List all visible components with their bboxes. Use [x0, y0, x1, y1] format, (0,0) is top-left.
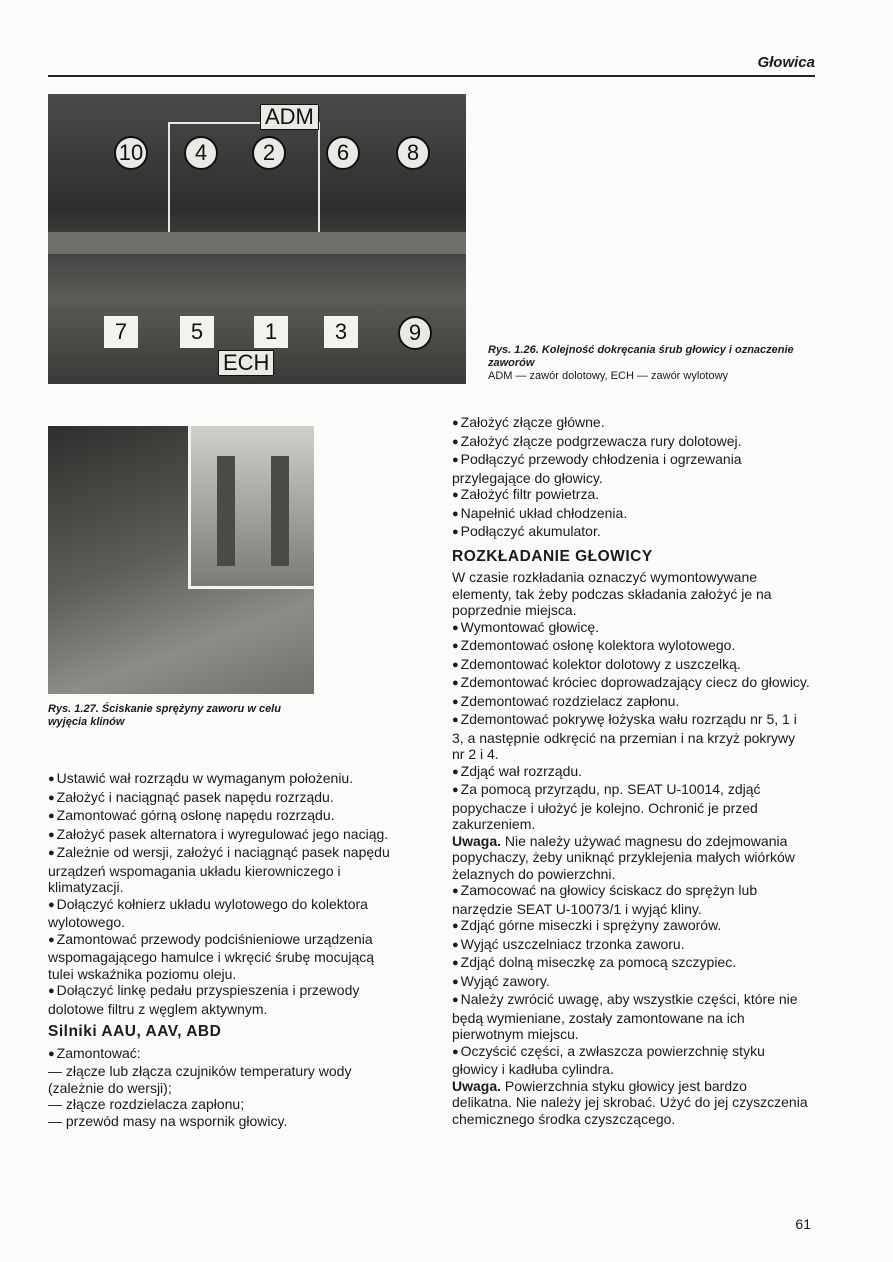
list-item: ● Wyjąć uszczelniacz trzonka zaworu.: [452, 936, 810, 955]
list-item: ● Zdemontować króciec doprowadzający ciecz do głowicy.: [452, 674, 810, 693]
figure1-caption-legend: ADM — zawór dolotowy, ECH — zawór wylotowy: [488, 370, 729, 382]
list-item: ● Zdjąć wał rozrządu.: [452, 763, 810, 782]
note-text: Nie należy używać magnesu do zdejmowania popychaczy, żeby uniknąć przyklejenia małych wiórków żelaznych do powierzchni.: [452, 832, 795, 882]
figure1-caption-title: Kolejność dokręcania śrub głowicy i oznaczenie zaworów: [488, 344, 794, 369]
header-rule: [48, 75, 815, 77]
list-item: ● Zdjąć dolną miseczkę za pomocą szczypiec.: [452, 954, 810, 973]
list-item: ● Założyć pasek alternatora i wyregulować jego naciąg.: [48, 826, 400, 845]
note-paragraph: [452, 833, 810, 883]
bolt-number: 4: [184, 136, 218, 170]
list-item: ● Założyć złącze główne.: [452, 414, 810, 433]
list-item: — złącze rozdzielacza zapłonu;: [48, 1096, 245, 1112]
bolt-number: 6: [326, 136, 360, 170]
bolt-number: 5: [180, 316, 214, 348]
list-item: ● Założyć filtr powietrza.: [452, 486, 810, 505]
figure2-caption-title: Ściskanie sprężyny zaworu w celu wyjęcia klinów: [48, 703, 281, 728]
bolt-number: 8: [396, 136, 430, 170]
note-label: Uwaga.: [452, 832, 502, 849]
left-text-column: [48, 770, 400, 1129]
list-item: ● Napełnić układ chłodzenia.: [452, 505, 810, 524]
list-item: ● Założyć i naciągnąć pasek napędu rozrządu.: [48, 789, 400, 808]
list-item: ● Zamontować:: [48, 1045, 400, 1064]
engines-heading: Silniki AAU, AAV, ABD: [48, 1023, 222, 1040]
note-paragraph: [452, 1078, 810, 1128]
list-item: ● Należy zwrócić uwagę, aby wszystkie części, które nie będą wymieniane, zostały zamontowane na ich pierwotnym miejscu.: [452, 991, 810, 1043]
disassembly-intro: W czasie rozkładania oznaczyć wymontowywane elementy, tak żeby podczas składania założyć je na poprzednie miejsca.: [452, 569, 772, 618]
list-item: ● Zdemontować pokrywę łożyska wału rozrządu nr 5, 1 i 3, a następnie odkręcić na przemian i na krzyż pokrywy nr 2 i 4.: [452, 711, 810, 763]
list-item: ● Zamontować górną osłonę napędu rozrządu.: [48, 807, 400, 826]
list-item: — złącze lub złącza czujników temperatury wody (zależnie do wersji);: [48, 1063, 352, 1096]
list-item: ● Zdemontować rozdzielacz zapłonu.: [452, 693, 810, 712]
valve-spring-inset: [188, 426, 314, 589]
figure2-caption-number: Rys. 1.27.: [48, 703, 99, 715]
figure1-caption-number: Rys. 1.26.: [488, 344, 539, 356]
list-item: ● Ustawić wał rozrządu w wymaganym położeniu.: [48, 770, 400, 789]
list-item: ● Dołączyć linkę pedału przyspieszenia i przewody dolotowe filtru z węglem aktywnym.: [48, 982, 400, 1017]
cylinder-head-photo: [48, 94, 466, 384]
list-item: ● Oczyścić części, a zwłaszcza powierzchnię styku głowicy i kadłuba cylindra.: [452, 1043, 810, 1078]
list-item: ● Wyjąć zawory.: [452, 973, 810, 992]
list-item: ● Założyć złącze podgrzewacza rury dolotowej.: [452, 433, 810, 452]
list-item: ● Zamontować przewody podciśnieniowe urządzenia wspomagającego hamulce i wkręcić śrubę mocującą tulei wskaźnika poziomu oleju.: [48, 931, 400, 983]
bolt-number: 2: [252, 136, 286, 170]
valve-spring-photo: [48, 426, 314, 694]
list-item: ● Za pomocą przyrządu, np. SEAT U-10014, zdjąć popychacze i ułożyć je kolejno. Ochronić je przed zakurzeniem.: [452, 781, 810, 833]
figure2-caption: [48, 703, 314, 729]
list-item: ● Zdemontować osłonę kolektora wylotowego.: [452, 637, 810, 656]
bolt-number: 10: [114, 136, 148, 170]
list-item: ● Podłączyć przewody chłodzenia i ogrzewania przylegające do głowicy.: [452, 451, 810, 486]
note-text: Powierzchnia styku głowicy jest bardzo delikatna. Nie należy jej skrobać. Użyć do jej czyszczenia chemicznego środka czyszczącego.: [452, 1077, 808, 1127]
note-label: Uwaga.: [452, 1077, 502, 1094]
list-item: ● Zależnie od wersji, założyć i naciągnąć pasek napędu urządzeń wspomagania układu kierowniczego i klimatyzacji.: [48, 844, 400, 896]
list-item: ● Dołączyć kołnierz układu wylotowego do kolektora wylotowego.: [48, 896, 400, 931]
list-item: ● Zamocować na głowicy ściskacz do sprężyn lub narzędzie SEAT U-10073/1 i wyjąć kliny.: [452, 882, 810, 917]
section-title: Głowica: [757, 54, 815, 71]
disassembly-heading: ROZKŁADANIE GŁOWICY: [452, 547, 653, 565]
list-item: ● Zdjąć górne miseczki i sprężyny zaworów.: [452, 917, 810, 936]
intake-valve-label: ADM: [260, 104, 319, 130]
figure1-caption: [488, 344, 818, 383]
right-text-column: [452, 414, 810, 1127]
list-item: ● Zdemontować kolektor dolotowy z uszczelką.: [452, 656, 810, 675]
list-item: ● Podłączyć akumulator.: [452, 523, 810, 542]
bolt-number: 3: [324, 316, 358, 348]
list-item: — przewód masy na wspornik głowicy.: [48, 1112, 288, 1129]
page-number: 61: [795, 1216, 811, 1232]
list-item: ● Wymontować głowicę.: [452, 619, 810, 638]
bolt-number: 9: [398, 316, 432, 350]
bolt-number: 7: [104, 316, 138, 348]
exhaust-valve-label: ECH: [218, 350, 274, 376]
bolt-number: 1: [254, 316, 288, 348]
